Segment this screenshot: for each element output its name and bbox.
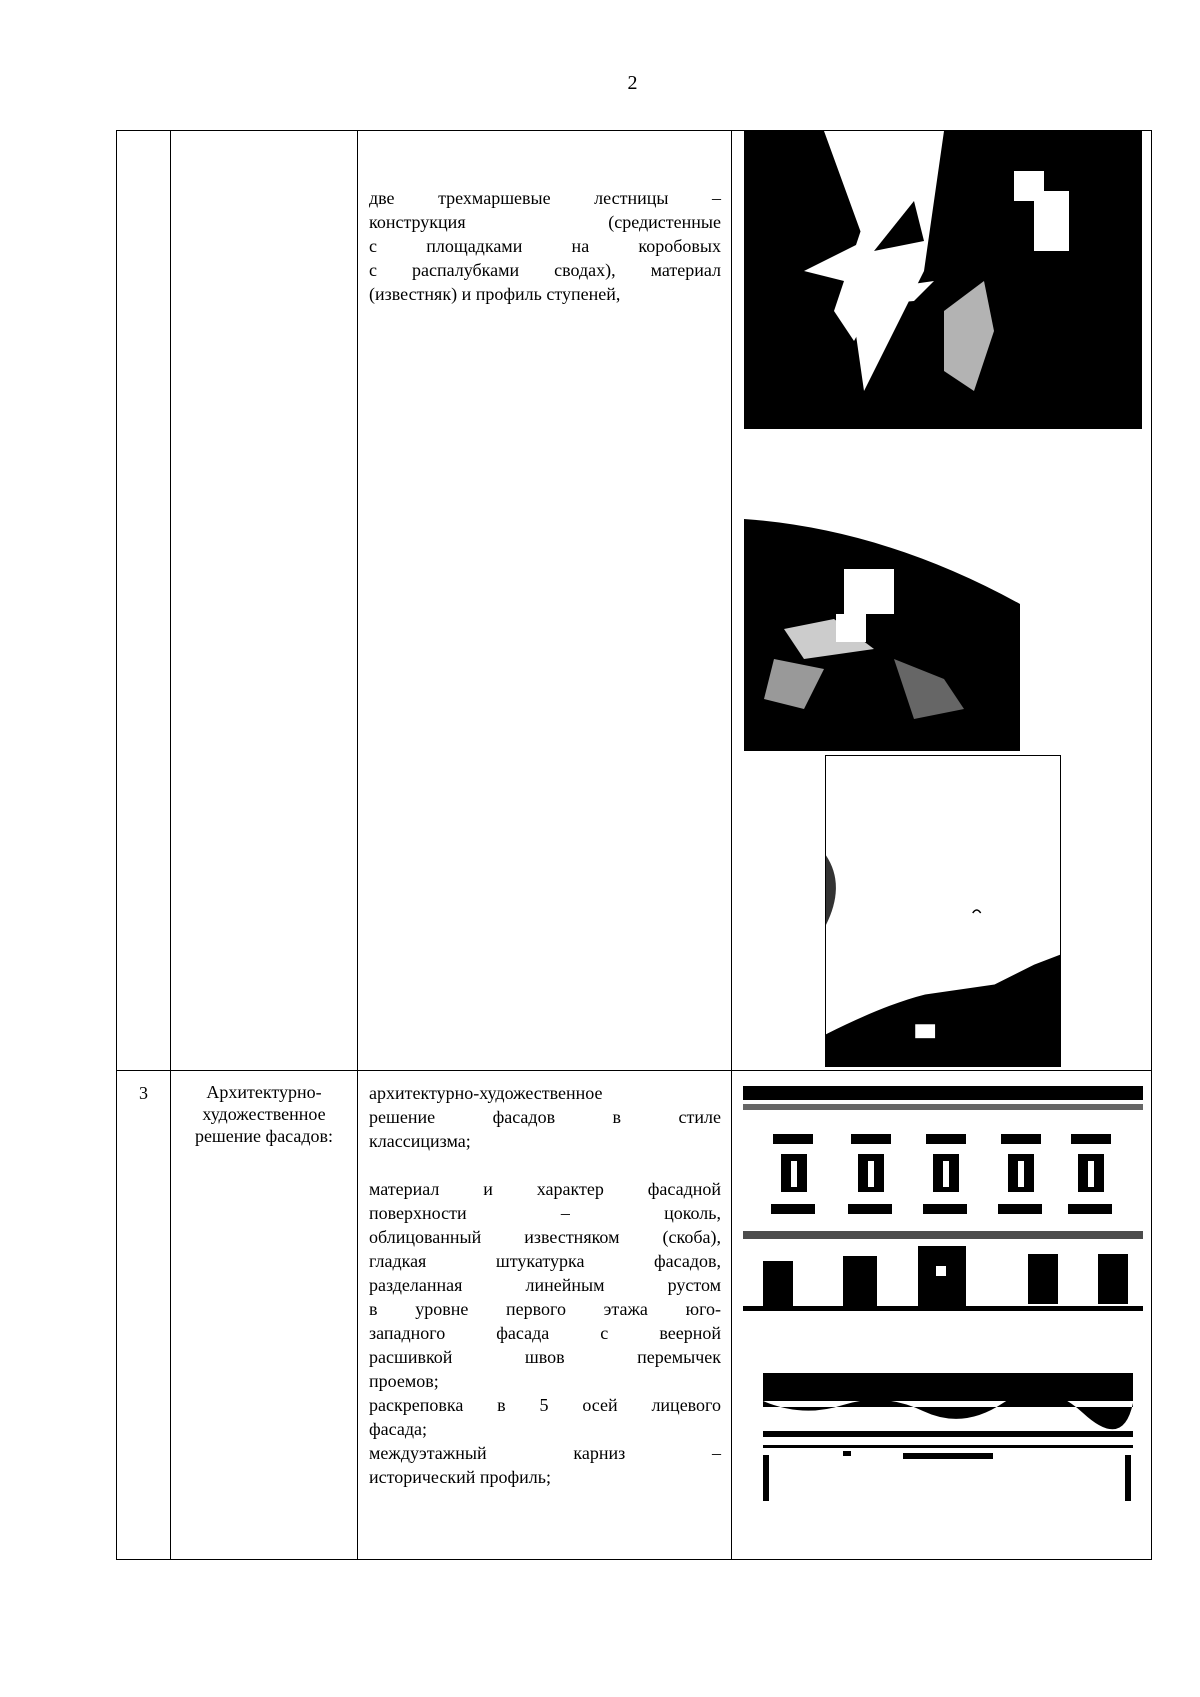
description-line: гладкая штукатурка фасадов, <box>369 1251 721 1271</box>
description-line: облицованный известняком (скоба), <box>369 1227 721 1247</box>
description-line: проемов; <box>369 1371 439 1391</box>
title-line: Архитектурно- <box>206 1082 322 1102</box>
description-line: (известняк) и профиль ступеней, <box>369 284 621 304</box>
description-line: в уровне первого этажа юго- <box>369 1299 721 1319</box>
description-line: раскреповка в 5 осей лицевого <box>369 1395 721 1415</box>
interior-wall-photo <box>825 755 1061 1067</box>
facade-description <box>369 1081 721 1489</box>
title-line: художественное <box>202 1104 326 1124</box>
description-line: две трехмаршевые лестницы – <box>369 188 721 208</box>
description-line: с распалубками сводах), материал <box>369 260 721 280</box>
description-line: материал и характер фасадной <box>369 1179 721 1199</box>
description-line: междуэтажный карниз – <box>369 1443 721 1463</box>
description-line: поверхности – цоколь, <box>369 1203 721 1223</box>
facade-photo <box>743 1086 1143 1321</box>
description-line: конструкция (средистенные <box>369 212 721 232</box>
row-number: 3 <box>139 1083 148 1103</box>
description-line: исторический профиль; <box>369 1467 551 1487</box>
description-line: классицизма; <box>369 1131 471 1151</box>
description-line: фасада; <box>369 1419 427 1439</box>
column-divider <box>731 131 732 1559</box>
vault-photo <box>744 509 1020 751</box>
description-line: с площадками на коробовых <box>369 236 721 256</box>
staircase-photo <box>744 131 1142 429</box>
description-line: архитектурно-художественное <box>369 1083 603 1103</box>
column-divider <box>170 131 171 1559</box>
description-line: решение фасадов в стиле <box>369 1107 721 1127</box>
title-line: решение фасадов: <box>194 1126 334 1146</box>
stairs-description <box>369 186 721 306</box>
row-divider <box>117 1070 1151 1071</box>
column-divider <box>357 131 358 1559</box>
description-line: расшивкой швов перемычек <box>369 1347 721 1367</box>
description-line: разделанная линейным рустом <box>369 1275 721 1295</box>
description-line: западного фасада с веерной <box>369 1323 721 1343</box>
page-number: 2 <box>627 72 638 94</box>
cornice-photo <box>763 1373 1133 1513</box>
heritage-table <box>116 130 1152 1560</box>
row-title <box>171 1081 357 1147</box>
